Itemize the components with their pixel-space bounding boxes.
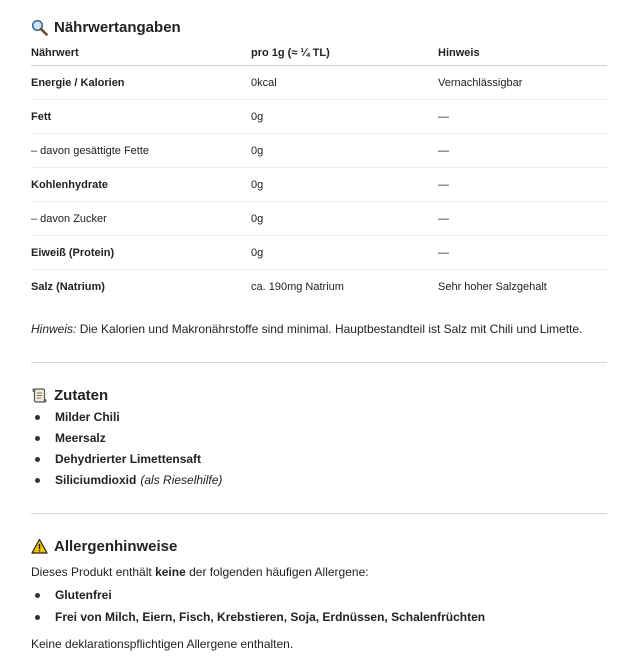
nutrition-note <box>31 322 607 336</box>
table-row <box>31 202 607 236</box>
row-name: Salz (Natrium) <box>31 280 105 293</box>
bullet <box>35 593 40 598</box>
ingredient-name: Dehydrierter Limettensaft <box>55 452 202 466</box>
table-row <box>31 236 607 270</box>
row-amount: 0g <box>251 100 438 134</box>
note-label: Hinweis: <box>31 322 77 336</box>
allergen-item: Glutenfrei <box>55 588 112 602</box>
table-row <box>31 66 607 100</box>
table-row <box>31 134 607 168</box>
row-hint: Vernachlässigbar <box>438 66 607 100</box>
section-divider <box>31 513 607 514</box>
header-amount: pro 1g (≈ ¼ TL) <box>251 41 438 66</box>
bullet <box>35 436 40 441</box>
ingredients-list <box>31 407 222 491</box>
list-item <box>31 449 222 470</box>
list-item <box>31 606 485 628</box>
allergens-list <box>31 584 485 628</box>
header-nutrient: Nährwert <box>31 41 251 66</box>
row-hint: — <box>438 168 607 202</box>
nutrition-heading <box>31 16 181 38</box>
note-text: Die Kalorien und Makronährstoffe sind minimal. Hauptbestandteil ist Salz mit Chili und Limette. <box>79 322 583 336</box>
row-hint: — <box>438 202 607 236</box>
warning-icon <box>31 538 48 555</box>
bullet <box>35 478 40 483</box>
nutrition-table <box>31 41 607 303</box>
row-amount: 0g <box>251 202 438 236</box>
intro-bold: keine <box>155 565 186 579</box>
bullet <box>35 457 40 462</box>
ingredients-heading <box>31 384 108 406</box>
row-amount: ca. 190mg Natrium <box>251 280 344 293</box>
allergen-item: Frei von Milch, Eiern, Fisch, Krebstieren, Soja, Erdnüssen, Schalenfrüchten <box>55 610 486 624</box>
intro-after: der folgenden häufigen Allergene: <box>185 565 369 579</box>
row-name: Energie / Kalorien <box>31 66 251 100</box>
row-name: – davon Zucker <box>31 202 251 236</box>
list-item <box>31 584 485 606</box>
list-item <box>31 470 222 491</box>
bullet <box>35 415 40 420</box>
row-hint: — <box>438 134 607 168</box>
allergens-footer: Keine deklarationspflichtigen Allergene enthalten. <box>31 637 294 651</box>
header-hint: Hinweis <box>438 41 607 66</box>
allergens-heading <box>31 535 177 557</box>
bullet <box>35 615 40 620</box>
magnifier-icon <box>31 19 48 36</box>
row-hint: Sehr hoher Salzgehalt <box>438 280 547 293</box>
ingredient-extra: (als Rieselhilfe) <box>140 473 223 487</box>
list-item <box>31 428 222 449</box>
row-hint: — <box>438 100 607 134</box>
scroll-icon <box>31 387 48 404</box>
ingredient-name: Meersalz <box>55 431 106 445</box>
row-name: Fett <box>31 100 251 134</box>
ingredient-name: Milder Chili <box>55 410 120 424</box>
row-amount: 0g <box>251 134 438 168</box>
table-row <box>31 168 607 202</box>
row-amount: 0g <box>251 236 438 270</box>
table-row <box>31 100 607 134</box>
ingredient-name: Siliciumdioxid <box>55 473 137 487</box>
nutrition-title: Nährwertangaben <box>54 18 181 36</box>
list-item <box>31 407 222 428</box>
table-header-row <box>31 41 607 66</box>
table-row <box>31 270 607 304</box>
row-name: Eiweiß (Protein) <box>31 236 251 270</box>
intro-before: Dieses Produkt enthält <box>31 565 156 579</box>
row-amount: 0kcal <box>251 66 438 100</box>
allergens-title: Allergenhinweise <box>54 537 178 555</box>
row-name: Kohlenhydrate <box>31 168 251 202</box>
ingredients-title: Zutaten <box>54 386 109 404</box>
section-divider <box>31 362 607 363</box>
row-name: – davon gesättigte Fette <box>31 134 251 168</box>
row-amount: 0g <box>251 168 438 202</box>
row-hint: — <box>438 236 607 270</box>
allergens-intro <box>31 565 369 579</box>
